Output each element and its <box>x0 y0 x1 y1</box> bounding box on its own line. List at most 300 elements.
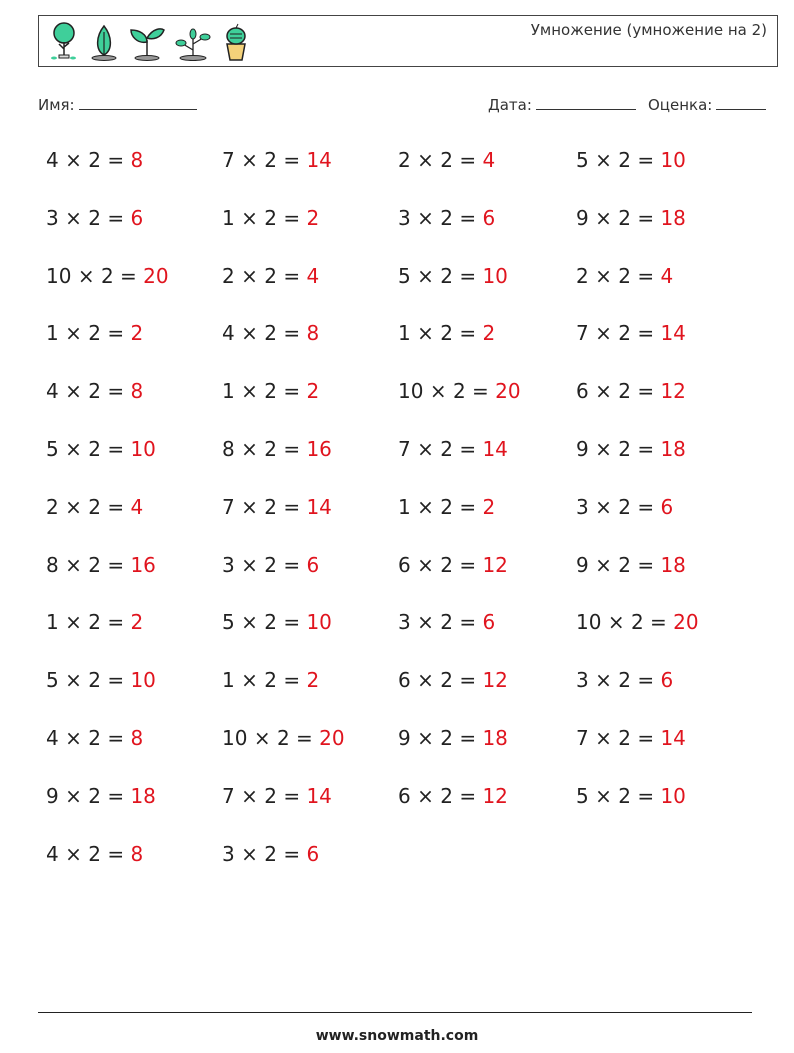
factor-a: 7 <box>222 783 235 808</box>
equals-sign: = <box>459 205 477 230</box>
factor-b: 2 <box>264 552 277 577</box>
sprout-icon <box>127 22 167 62</box>
answer: 14 <box>306 494 332 519</box>
answer: 18 <box>482 726 508 750</box>
factor-a: 2 <box>222 263 235 288</box>
answer: 8 <box>306 321 320 346</box>
problem-item <box>222 726 345 750</box>
factor-a: 3 <box>46 205 59 230</box>
equals-sign: = <box>459 263 477 288</box>
equals-sign: = <box>459 726 477 750</box>
problem-item <box>222 264 319 288</box>
factor-b: 2 <box>88 783 101 808</box>
factor-b: 2 <box>452 379 466 404</box>
factor-a: 2 <box>398 148 411 172</box>
factor-a: 5 <box>222 610 235 635</box>
factor-a: 7 <box>398 437 411 461</box>
factor-b: 2 <box>88 841 101 866</box>
times-sign: × <box>417 668 434 693</box>
equals-sign: = <box>637 148 655 172</box>
problem-item <box>46 206 143 230</box>
factor-a: 7 <box>222 494 235 519</box>
factor-b: 2 <box>88 494 101 519</box>
equals-sign: = <box>107 726 125 750</box>
worksheet-header <box>38 15 778 67</box>
factor-a: 10 <box>222 726 248 750</box>
worksheet-title: Умножение (умножение на 2) <box>530 21 767 39</box>
problem-item <box>576 495 673 519</box>
equals-sign: = <box>283 783 301 808</box>
equals-sign: = <box>637 668 655 693</box>
problem-item <box>46 321 143 345</box>
factor-b: 2 <box>618 148 631 172</box>
factor-a: 6 <box>576 379 589 404</box>
problem-item <box>222 553 319 577</box>
factor-a: 8 <box>46 552 59 577</box>
problem-item <box>398 437 508 461</box>
answer: 10 <box>306 610 332 635</box>
equals-sign: = <box>637 494 655 519</box>
factor-b: 2 <box>264 321 277 346</box>
leaf-icon <box>87 22 121 62</box>
factor-b: 2 <box>440 668 453 693</box>
equals-sign: = <box>472 379 489 404</box>
answer: 6 <box>130 205 144 230</box>
factor-a: 9 <box>576 437 589 461</box>
answer: 2 <box>130 610 144 635</box>
factor-b: 2 <box>618 321 631 346</box>
answer: 20 <box>319 726 345 750</box>
times-sign: × <box>65 783 82 808</box>
factor-a: 5 <box>46 668 59 693</box>
factor-a: 9 <box>46 783 59 808</box>
problem-item <box>398 668 508 692</box>
equals-sign: = <box>107 205 125 230</box>
times-sign: × <box>241 552 258 577</box>
factor-b: 2 <box>264 205 277 230</box>
problem-item <box>398 726 508 750</box>
footer-website: www.snowmath.com <box>315 1028 479 1044</box>
problem-item <box>222 784 332 808</box>
times-sign: × <box>417 610 434 635</box>
answer: 14 <box>306 783 332 808</box>
problem-item <box>222 842 319 866</box>
times-sign: × <box>417 783 434 808</box>
potted-plant-icon <box>219 22 253 62</box>
factor-b: 2 <box>440 783 453 808</box>
equals-sign: = <box>120 263 137 288</box>
answer: 20 <box>673 610 699 635</box>
answer: 4 <box>482 148 496 172</box>
factor-b: 2 <box>264 437 277 461</box>
date-blank <box>536 94 636 110</box>
factor-a: 10 <box>46 263 72 288</box>
date-label: Дата: <box>488 96 532 114</box>
factor-b: 2 <box>88 148 101 172</box>
problem-item <box>576 148 686 172</box>
factor-a: 3 <box>222 841 235 866</box>
times-sign: × <box>241 610 258 635</box>
equals-sign: = <box>637 379 655 404</box>
problem-item <box>398 264 508 288</box>
times-sign: × <box>65 552 82 577</box>
problem-item <box>576 379 686 403</box>
times-sign: × <box>607 610 625 635</box>
times-sign: × <box>595 205 612 230</box>
times-sign: × <box>241 379 258 404</box>
grade-label: Оценка: <box>648 96 713 114</box>
factor-a: 6 <box>398 668 411 693</box>
factor-b: 2 <box>618 783 631 808</box>
problem-item <box>398 495 495 519</box>
answer: 12 <box>482 552 508 577</box>
answer: 14 <box>482 437 508 461</box>
problem-item <box>222 148 332 172</box>
factor-b: 2 <box>440 148 453 172</box>
factor-b: 2 <box>264 610 277 635</box>
problem-item <box>222 321 319 345</box>
factor-b: 2 <box>440 726 453 750</box>
factor-a: 1 <box>46 610 59 635</box>
answer: 14 <box>660 726 686 750</box>
equals-sign: = <box>283 494 301 519</box>
problem-item <box>576 668 673 692</box>
factor-a: 1 <box>398 321 411 346</box>
answer: 10 <box>130 668 156 693</box>
problem-item <box>222 610 332 634</box>
factor-b: 2 <box>276 726 290 750</box>
factor-a: 5 <box>398 263 411 288</box>
factor-a: 6 <box>398 783 411 808</box>
factor-b: 2 <box>88 437 101 461</box>
factor-a: 6 <box>398 552 411 577</box>
answer: 6 <box>306 841 320 866</box>
tree-icon <box>47 22 81 62</box>
factor-b: 2 <box>440 437 453 461</box>
name-blank <box>79 94 197 110</box>
problem-item <box>46 264 169 288</box>
times-sign: × <box>65 148 82 172</box>
times-sign: × <box>595 552 612 577</box>
answer: 10 <box>482 263 508 288</box>
times-sign: × <box>65 379 82 404</box>
answer: 14 <box>660 321 686 346</box>
problem-item <box>576 610 699 634</box>
answer: 20 <box>495 379 521 404</box>
answer: 8 <box>130 726 144 750</box>
answer: 6 <box>482 205 496 230</box>
answer: 4 <box>130 494 144 519</box>
factor-b: 2 <box>88 379 101 404</box>
equals-sign: = <box>107 494 125 519</box>
factor-a: 9 <box>576 552 589 577</box>
equals-sign: = <box>459 321 477 346</box>
times-sign: × <box>241 148 258 172</box>
factor-b: 2 <box>440 494 453 519</box>
answer: 4 <box>660 263 674 288</box>
equals-sign: = <box>459 552 477 577</box>
answer: 8 <box>130 148 144 172</box>
factor-b: 2 <box>630 610 644 635</box>
problem-item <box>398 321 495 345</box>
problem-item <box>222 495 332 519</box>
factor-b: 2 <box>264 841 277 866</box>
factor-a: 10 <box>398 379 424 404</box>
problem-item <box>222 668 319 692</box>
equals-sign: = <box>296 726 313 750</box>
factor-a: 2 <box>46 494 59 519</box>
header-icons <box>47 22 253 62</box>
factor-b: 2 <box>264 783 277 808</box>
factor-a: 2 <box>576 263 589 288</box>
equals-sign: = <box>637 321 655 346</box>
equals-sign: = <box>283 437 301 461</box>
grade-blank <box>716 94 766 110</box>
factor-a: 7 <box>576 726 589 750</box>
problem-item <box>576 206 686 230</box>
answer: 16 <box>306 437 332 461</box>
times-sign: × <box>417 205 434 230</box>
factor-b: 2 <box>618 726 631 750</box>
equals-sign: = <box>637 205 655 230</box>
times-sign: × <box>417 494 434 519</box>
factor-b: 2 <box>264 494 277 519</box>
times-sign: × <box>241 783 258 808</box>
factor-b: 2 <box>100 263 114 288</box>
times-sign: × <box>241 205 258 230</box>
factor-b: 2 <box>88 552 101 577</box>
date-field <box>488 94 636 114</box>
answer: 2 <box>130 321 144 346</box>
factor-a: 4 <box>46 726 59 750</box>
equals-sign: = <box>459 783 477 808</box>
equals-sign: = <box>107 437 125 461</box>
times-sign: × <box>429 379 447 404</box>
factor-a: 3 <box>576 668 589 693</box>
problem-item <box>398 379 521 403</box>
answer: 6 <box>482 610 496 635</box>
problem-item <box>398 206 495 230</box>
answer: 18 <box>660 437 686 461</box>
answer: 6 <box>660 494 674 519</box>
factor-b: 2 <box>440 552 453 577</box>
factor-a: 4 <box>46 379 59 404</box>
equals-sign: = <box>283 841 301 866</box>
answer: 18 <box>130 783 156 808</box>
answer: 4 <box>306 263 320 288</box>
times-sign: × <box>65 668 82 693</box>
factor-b: 2 <box>618 263 631 288</box>
problem-item <box>398 610 495 634</box>
equals-sign: = <box>637 437 655 461</box>
times-sign: × <box>65 494 82 519</box>
times-sign: × <box>417 321 434 346</box>
factor-b: 2 <box>88 205 101 230</box>
problem-item <box>398 148 495 172</box>
factor-a: 5 <box>46 437 59 461</box>
factor-a: 3 <box>398 610 411 635</box>
factor-a: 3 <box>576 494 589 519</box>
times-sign: × <box>65 321 82 346</box>
factor-a: 4 <box>222 321 235 346</box>
times-sign: × <box>595 668 612 693</box>
factor-b: 2 <box>264 263 277 288</box>
times-sign: × <box>595 379 612 404</box>
problem-item <box>46 495 143 519</box>
times-sign: × <box>417 552 434 577</box>
times-sign: × <box>417 263 434 288</box>
problem-item <box>46 842 143 866</box>
answer: 10 <box>130 437 156 461</box>
factor-a: 1 <box>222 379 235 404</box>
factor-b: 2 <box>264 379 277 404</box>
seedling-icon <box>173 22 213 62</box>
problem-item <box>46 668 156 692</box>
times-sign: × <box>65 726 82 750</box>
equals-sign: = <box>459 494 477 519</box>
equals-sign: = <box>650 610 667 635</box>
times-sign: × <box>595 783 612 808</box>
answer: 12 <box>482 783 508 808</box>
factor-b: 2 <box>440 610 453 635</box>
problem-item <box>46 784 156 808</box>
answer: 10 <box>660 783 686 808</box>
footer-divider <box>38 1012 752 1013</box>
factor-a: 9 <box>576 205 589 230</box>
times-sign: × <box>595 437 612 461</box>
answer: 2 <box>482 494 496 519</box>
factor-b: 2 <box>618 379 631 404</box>
factor-a: 5 <box>576 783 589 808</box>
factor-a: 4 <box>46 148 59 172</box>
equals-sign: = <box>637 263 655 288</box>
times-sign: × <box>241 668 258 693</box>
factor-b: 2 <box>440 205 453 230</box>
equals-sign: = <box>107 668 125 693</box>
problem-item <box>576 437 686 461</box>
times-sign: × <box>595 726 612 750</box>
times-sign: × <box>595 148 612 172</box>
problem-item <box>576 784 686 808</box>
equals-sign: = <box>283 668 301 693</box>
equals-sign: = <box>283 552 301 577</box>
factor-a: 4 <box>46 841 59 866</box>
factor-a: 5 <box>576 148 589 172</box>
factor-a: 1 <box>398 494 411 519</box>
answer: 8 <box>130 379 144 404</box>
answer: 12 <box>660 379 686 404</box>
factor-a: 9 <box>398 726 411 750</box>
factor-b: 2 <box>618 552 631 577</box>
factor-b: 2 <box>440 263 453 288</box>
answer: 10 <box>660 148 686 172</box>
equals-sign: = <box>637 783 655 808</box>
problem-item <box>576 264 673 288</box>
times-sign: × <box>595 263 612 288</box>
factor-b: 2 <box>264 668 277 693</box>
problem-item <box>46 379 143 403</box>
factor-a: 1 <box>222 205 235 230</box>
factor-b: 2 <box>88 610 101 635</box>
times-sign: × <box>595 321 612 346</box>
problem-item <box>222 437 332 461</box>
answer: 2 <box>306 379 320 404</box>
factor-a: 3 <box>222 552 235 577</box>
answer: 14 <box>306 148 332 172</box>
times-sign: × <box>241 494 258 519</box>
answer: 20 <box>143 263 169 288</box>
times-sign: × <box>595 494 612 519</box>
equals-sign: = <box>107 610 125 635</box>
name-field <box>38 94 197 114</box>
answer: 2 <box>482 321 496 346</box>
equals-sign: = <box>637 726 655 750</box>
factor-b: 2 <box>264 148 277 172</box>
factor-b: 2 <box>618 205 631 230</box>
factor-b: 2 <box>440 321 453 346</box>
equals-sign: = <box>283 610 301 635</box>
times-sign: × <box>77 263 95 288</box>
equals-sign: = <box>283 379 301 404</box>
problem-item <box>576 726 686 750</box>
factor-a: 8 <box>222 437 235 461</box>
factor-a: 10 <box>576 610 602 635</box>
equals-sign: = <box>107 783 125 808</box>
factor-b: 2 <box>618 494 631 519</box>
equals-sign: = <box>107 841 125 866</box>
equals-sign: = <box>459 437 477 461</box>
times-sign: × <box>241 321 258 346</box>
factor-b: 2 <box>618 668 631 693</box>
equals-sign: = <box>283 148 301 172</box>
problem-item <box>46 148 143 172</box>
factor-a: 1 <box>46 321 59 346</box>
answer: 18 <box>660 552 686 577</box>
factor-b: 2 <box>618 437 631 461</box>
times-sign: × <box>417 148 434 172</box>
problem-item <box>576 553 686 577</box>
times-sign: × <box>65 841 82 866</box>
equals-sign: = <box>107 379 125 404</box>
answer: 6 <box>660 668 674 693</box>
equals-sign: = <box>459 148 477 172</box>
problem-item <box>46 726 143 750</box>
times-sign: × <box>241 437 258 461</box>
times-sign: × <box>65 205 82 230</box>
factor-a: 7 <box>576 321 589 346</box>
answer: 12 <box>482 668 508 693</box>
problem-item <box>46 553 156 577</box>
times-sign: × <box>65 437 82 461</box>
times-sign: × <box>253 726 271 750</box>
equals-sign: = <box>637 552 655 577</box>
equals-sign: = <box>107 552 125 577</box>
answer: 2 <box>306 668 320 693</box>
times-sign: × <box>417 726 434 750</box>
name-label: Имя: <box>38 96 75 114</box>
answer: 8 <box>130 841 144 866</box>
equals-sign: = <box>459 668 477 693</box>
grade-field <box>648 94 766 114</box>
equals-sign: = <box>107 321 125 346</box>
problem-item <box>398 784 508 808</box>
equals-sign: = <box>283 205 301 230</box>
factor-a: 1 <box>222 668 235 693</box>
equals-sign: = <box>283 263 301 288</box>
problem-item <box>46 610 143 634</box>
factor-a: 3 <box>398 205 411 230</box>
answer: 18 <box>660 205 686 230</box>
